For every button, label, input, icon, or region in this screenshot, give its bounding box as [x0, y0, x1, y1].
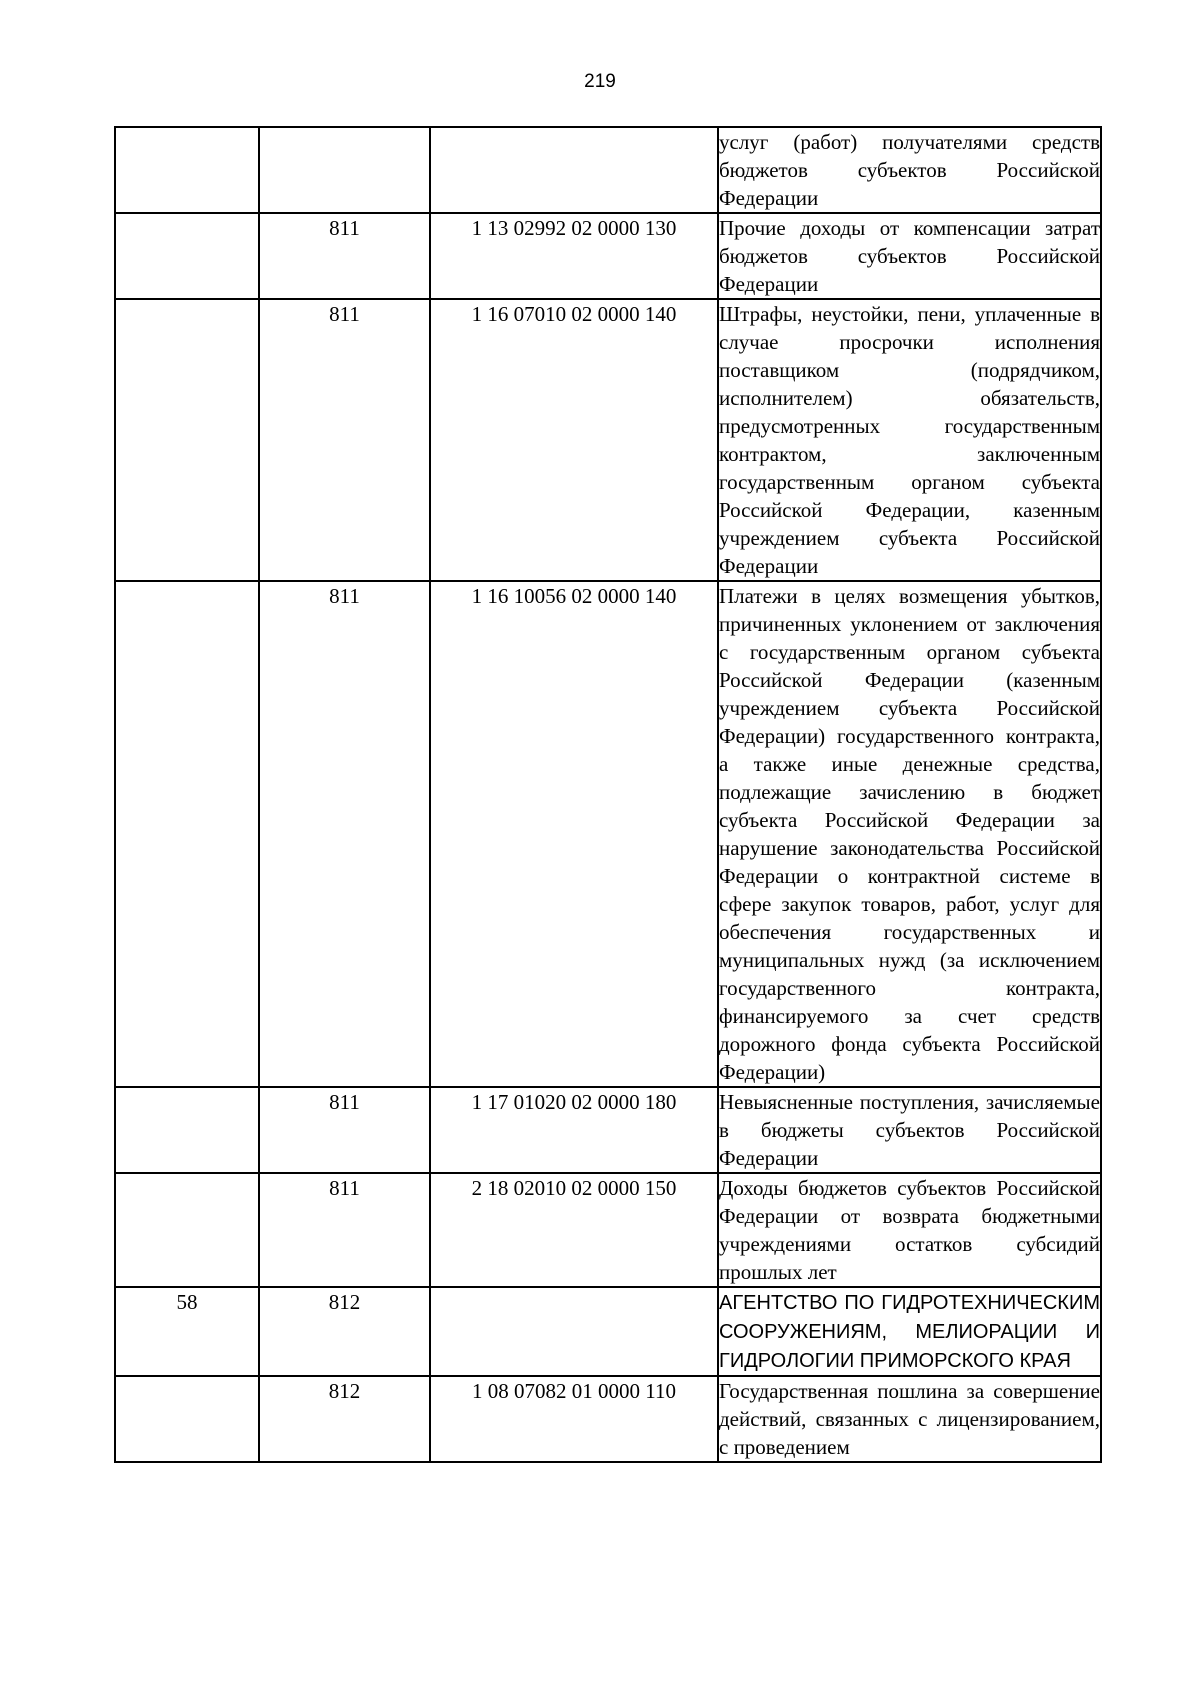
table-row — [115, 1173, 1101, 1287]
administrator-code-cell: 812 — [259, 1287, 430, 1376]
table-row — [115, 213, 1101, 299]
revenue-description-cell: Невыясненные поступления, зачисляемые в бюджеты субъектов Российской Федерации — [718, 1087, 1101, 1173]
page-number: 219 — [584, 71, 616, 92]
table-row — [115, 127, 1101, 213]
administrator-code-cell: 811 — [259, 213, 430, 299]
table-row-agency-header — [115, 1287, 1101, 1376]
agency-name: АГЕНТСТВО ПО ГИДРОТЕХНИЧЕСКИМ СООРУЖЕНИЯМ, МЕЛИОРАЦИИ И ГИДРОЛОГИИ ПРИМОРСКОГО КРАЯ — [719, 1292, 1100, 1372]
row-number-cell — [115, 299, 259, 581]
budget-classification-code-cell: 1 16 07010 02 0000 140 — [430, 299, 718, 581]
row-number-cell — [115, 1173, 259, 1287]
table-row — [115, 1087, 1101, 1173]
revenue-codes-table — [114, 126, 1102, 1463]
revenue-description-cell: Штрафы, неустойки, пени, уплаченные в случае просрочки исполнения поставщиком (подрядчиком, исполнителем) обязательств, предусмотренных государственным контрактом, заключенным государственным органом субъекта Российской Федерации, казенным учреждением субъекта Российской Федерации — [718, 299, 1101, 581]
budget-classification-code-cell — [430, 1287, 718, 1376]
revenue-description-cell: Доходы бюджетов субъектов Российской Федерации от возврата бюджетными учреждениями остатков субсидий прошлых лет — [718, 1173, 1101, 1287]
revenue-description-cell: Платежи в целях возмещения убытков, причиненных уклонением от заключения с государственным органом субъекта Российской Федерации (казенным учреждением субъекта Российской Федерации) государственного контракта, а также иные денежные средства, подлежащие зачислению в бюджет субъекта Российской Федерации за нарушение законодательства Российской Федерации о контрактной системе в сфере закупок товаров, работ, услуг для обеспечения государственных и муниципальных нужд (за исключением государственного контракта, финансируемого за счет средств дорожного фонда субъекта Российской Федерации) — [718, 581, 1101, 1087]
administrator-code-cell: 811 — [259, 1087, 430, 1173]
table-row — [115, 299, 1101, 581]
administrator-code-cell: 812 — [259, 1376, 430, 1462]
row-number-cell: 58 — [115, 1287, 259, 1376]
budget-classification-code-cell: 1 13 02992 02 0000 130 — [430, 213, 718, 299]
budget-classification-code-cell: 1 16 10056 02 0000 140 — [430, 581, 718, 1087]
agency-name-cell — [718, 1287, 1101, 1376]
administrator-code-cell: 811 — [259, 299, 430, 581]
row-number-cell — [115, 1376, 259, 1462]
budget-classification-code-cell — [430, 127, 718, 213]
revenue-description-cell: услуг (работ) получателями средств бюджетов субъектов Российской Федерации — [718, 127, 1101, 213]
row-number-cell — [115, 1087, 259, 1173]
row-number-cell — [115, 213, 259, 299]
table-row — [115, 581, 1101, 1087]
budget-classification-code-cell: 2 18 02010 02 0000 150 — [430, 1173, 718, 1287]
administrator-code-cell: 811 — [259, 581, 430, 1087]
row-number-cell — [115, 127, 259, 213]
revenue-description-cell: Государственная пошлина за совершение действий, связанных с лицензированием, с проведением — [718, 1376, 1101, 1462]
revenue-description-cell: Прочие доходы от компенсации затрат бюджетов субъектов Российской Федерации — [718, 213, 1101, 299]
budget-classification-code-cell: 1 17 01020 02 0000 180 — [430, 1087, 718, 1173]
budget-classification-code-cell: 1 08 07082 01 0000 110 — [430, 1376, 718, 1462]
table-row — [115, 1376, 1101, 1462]
administrator-code-cell — [259, 127, 430, 213]
row-number-cell — [115, 581, 259, 1087]
administrator-code-cell: 811 — [259, 1173, 430, 1287]
